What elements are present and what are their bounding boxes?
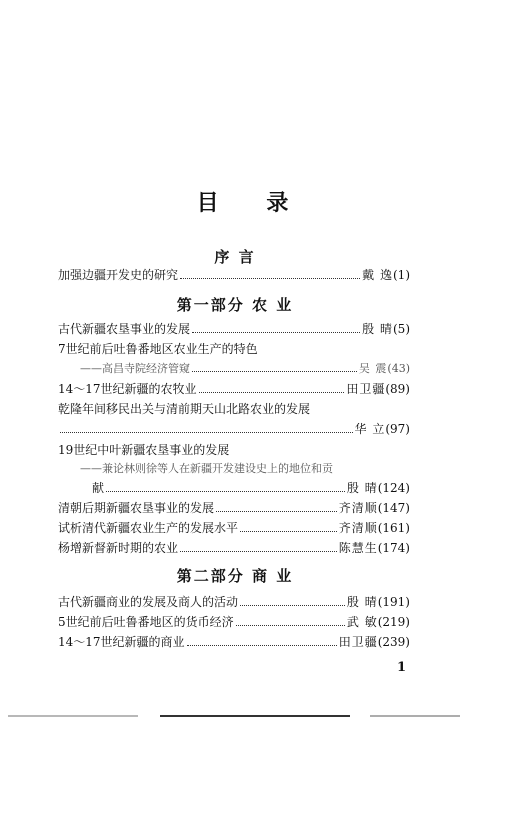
- entry-page: (5): [393, 322, 410, 336]
- scan-edge-line: [370, 715, 460, 717]
- toc-entry: [58, 593, 410, 610]
- leader-dots: [180, 268, 360, 279]
- scan-edge-line: [8, 715, 138, 717]
- entry-page: (219): [377, 615, 410, 629]
- entry-title: 古代新疆农垦事业的发展: [58, 322, 191, 336]
- toc-entry: [58, 320, 410, 337]
- entry-title: 加强边疆开发史的研究: [58, 268, 179, 282]
- entry-page: (191): [377, 595, 410, 609]
- entry-author: 齐清顺: [338, 521, 378, 535]
- entry-author: 殷 晴: [346, 595, 378, 609]
- leader-dots: [192, 361, 357, 372]
- entry-author: 吴 震: [358, 362, 388, 375]
- leader-dots: [236, 615, 345, 626]
- entry-title: 19世纪中叶新疆农垦事业的发展: [58, 443, 230, 457]
- entry-title: 14～17世纪新疆的农牧业: [58, 382, 197, 396]
- entry-page: (147): [377, 501, 410, 515]
- leader-dots: [240, 521, 337, 532]
- entry-title: 14～17世纪新疆的商业: [58, 635, 185, 649]
- entry-author: 殷 晴: [362, 322, 393, 336]
- entry-author: 田卫疆: [338, 635, 378, 649]
- leader-dots: [60, 422, 353, 433]
- toc-entry: [92, 479, 410, 496]
- toc-entry: [80, 360, 410, 377]
- entry-author: 陈慧生: [338, 541, 378, 555]
- leader-dots: [240, 595, 345, 606]
- entry-title: 古代新疆商业的发展及商人的活动: [58, 595, 239, 609]
- entry-author: 华 立: [354, 422, 386, 436]
- toc-entry: [58, 420, 410, 437]
- toc-entry: [58, 539, 410, 556]
- leader-dots: [180, 541, 337, 552]
- entry-page: (239): [377, 635, 410, 649]
- entry-page: (43): [387, 362, 410, 375]
- entry-page: (1): [393, 268, 410, 282]
- page-number: 1: [397, 660, 407, 675]
- entry-title: 5世纪前后吐鲁番地区的货币经济: [58, 615, 234, 629]
- preface-heading: 序 言: [214, 248, 256, 266]
- leader-dots: [199, 382, 345, 393]
- entry-author: 武 敏: [346, 615, 378, 629]
- entry-page: (174): [377, 541, 410, 555]
- leader-dots: [216, 501, 337, 512]
- leader-dots: [192, 322, 360, 333]
- toc-entry: [58, 380, 410, 397]
- part1-heading: 第一部分 农 业: [176, 296, 294, 314]
- entry-author: 田卫疆: [346, 382, 386, 396]
- entry-subtitle: ——兼论林则徐等人在新疆开发建设史上的地位和贡: [80, 462, 333, 475]
- entry-page: (161): [377, 521, 410, 535]
- leader-dots: [106, 481, 345, 492]
- entry-author: 齐清顺: [338, 501, 378, 515]
- entry-title: 杨增新督新时期的农业: [58, 541, 179, 555]
- scan-edge-line: [160, 715, 350, 717]
- leader-dots: [187, 635, 337, 646]
- entry-author: 殷 晴: [346, 481, 378, 495]
- entry-author: 戴 逸: [362, 268, 393, 282]
- entry-subtitle: ——高昌寺院经济管窥: [80, 362, 190, 375]
- toc-entry: [58, 519, 410, 536]
- page-title: 目 录: [196, 190, 309, 216]
- entry-title: 清朝后期新疆农垦事业的发展: [58, 501, 215, 515]
- entry-page: (89): [385, 382, 410, 396]
- entry-title: 7世纪前后吐鲁番地区农业生产的特色: [58, 342, 258, 356]
- entry-title: 乾隆年间移民出关与清前期天山北路农业的发展: [58, 402, 311, 416]
- toc-entry: [58, 633, 410, 650]
- part2-heading: 第二部分 商 业: [176, 567, 294, 585]
- toc-entry: [58, 266, 410, 283]
- toc-entry: [58, 613, 410, 630]
- entry-page: (124): [377, 481, 410, 495]
- toc-entry: [58, 499, 410, 516]
- entry-page: (97): [385, 422, 410, 436]
- entry-title: 试析清代新疆农业生产的发展水平: [58, 521, 239, 535]
- entry-title: 献: [92, 481, 105, 495]
